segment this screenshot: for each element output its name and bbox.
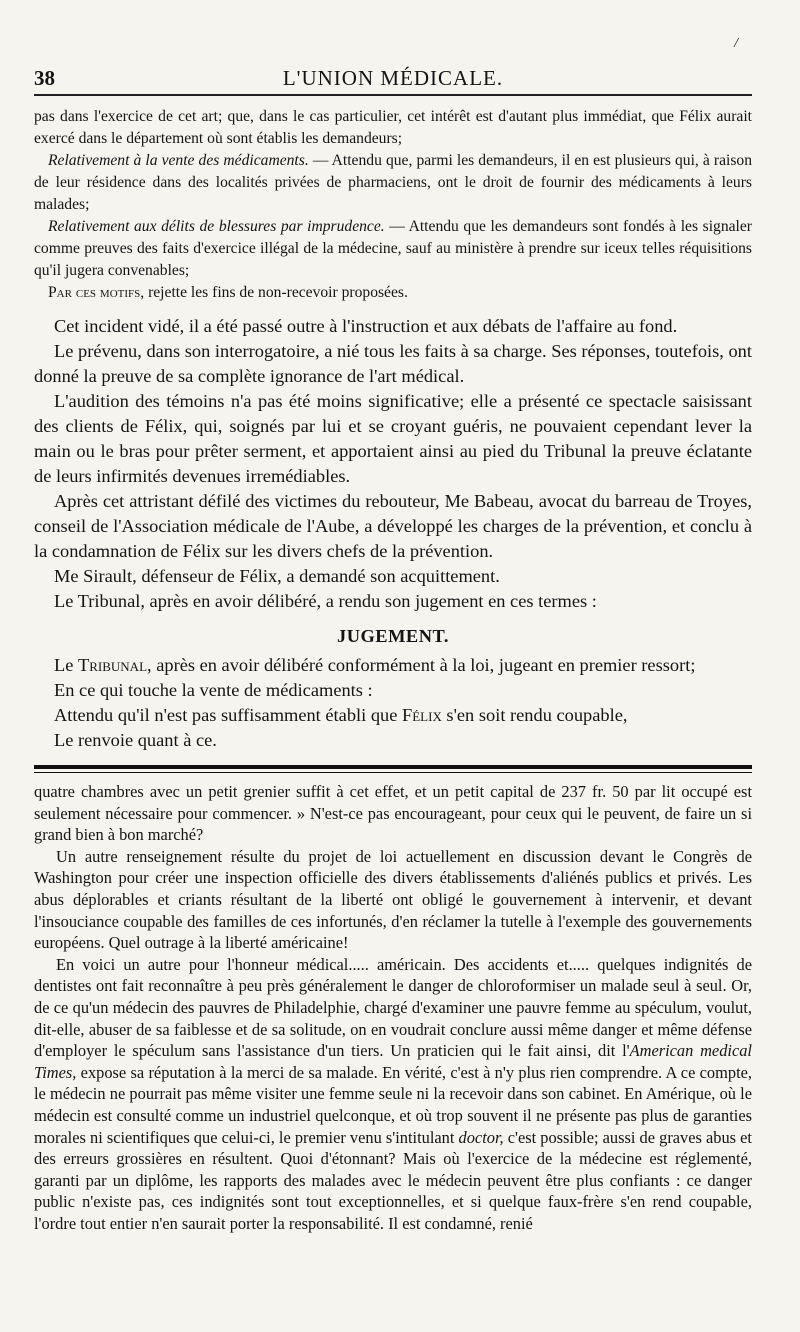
main-paragraph: Me Sirault, défenseur de Félix, a demandé son acquittement. [54,566,500,586]
preamble-paragraph [34,282,752,304]
paragraph-text: En voici un autre pour l'honneur médical..... américain. Des accidents et..... quelques indignités de dentistes ont fait reconnaître à peu près généralement le danger de chloroformiser un malade seul à seul. Or, de ce qu'un médecin des pauvres de Philadelphie, chargé d'examiner une pauvre femme au spéculum, voulut, dit-elle, abuser de sa faiblesse et de sa solitude, on en voudrait conclure aussi même danger et même défense d'employer le spéculum sans l'assistance d'un tiers. Un praticien qui le fait ainsi, dit l' [34,954,752,1061]
italic-citation: American medical Times, [34,1041,752,1082]
main-paragraph: En ce qui touche la vente de médicaments : [54,680,373,700]
corner-mark: / [734,36,738,51]
feuilleton-text [34,781,752,1234]
page-number: 38 [34,66,55,90]
main-paragraph: Après cet attristant défilé des victimes du rebouteur, Me Babeau, avocat du barreau de Troyes, conseil de l'Association médicale de l'Aube, a développé les charges de la prévention, et conclu à la condamnation de Félix sur les divers chefs de la prévention. [34,491,752,561]
preamble-paragraph [34,150,752,216]
paragraph-text: c'est possible; aussi de graves abus et des erreurs grossières en résultent. Quoi d'étonnant? Mais où l'exercice de la médecine est réglementé, garanti par un diplôme, les rapports des malades avec le médecin peuvent être plus confiants : ce danger public n'existe pas, ces indignités sont tout exceptionnelles, et si quelque faux-frère s'en rend coupable, l'ordre tout entier n'en saurait porter la responsabilité. Il est condamné, renié [34,1127,752,1233]
main-paragraph [34,653,752,678]
paragraph-text: — Attendu que, parmi les demandeurs, il en est plusieurs qui, à raison de leur résidence dans des localités privées de pharmaciens, ont le droit de fournir des médicaments à leurs malades; [34,152,752,213]
preamble-paragraph: pas dans l'exercice de cet art; que, dans le cas particulier, cet intérêt est d'autant plus immédiat, que Félix aurait exercé dans le département où sont établis les demandeurs; [34,108,752,147]
main-paragraph: Cet incident vidé, il a été passé outre à l'instruction et aux débats de l'affaire au fond. [54,316,678,336]
small-caps-word: Tribunal, [78,655,152,675]
paragraph-text: rejette les fins de non-recevoir proposées. [144,284,408,301]
feuilleton-paragraph: quatre chambres avec un petit grenier suffit à cet effet, et un petit capital de 237 fr. 50 par lit occupé est seulement nécessaire pour commencer. » N'est-ce pas encourageant, pour ceux qui le peuvent, de faire un si grand bien à bon marché? [34,782,752,845]
small-caps-word: Félix [402,705,442,725]
small-caps-lead: Par ces motifs, [48,284,145,301]
section-heading: JUGEMENT. [337,626,449,646]
paragraph-text: Le [54,655,78,675]
judgment-preamble [34,106,752,304]
italic-word: doctor, [458,1127,504,1147]
main-paragraph: Le renvoie quant à ce. [54,730,217,750]
paragraph-text: Attendu qu'il n'est pas suffisamment établi que [54,705,402,725]
paragraph-text: après en avoir délibéré conformément à la loi, jugeant en premier ressort; [151,655,696,675]
paragraph-text: expose sa réputation à la merci de sa malade. En vérité, c'est à n'y plus rien comprendre. A ce compte, le médecin ne pourrait pas même visiter une femme seule ni la recevoir dans son cabinet. En Amérique, où le médecin est consulté comme un industriel quelconque, et où trop souvent il ne présente pas plus de garanties morales ni scientifiques que celui-ci, le premier venu s'intitulant [34,1062,752,1147]
feuilleton-paragraph [34,954,752,1235]
main-paragraph: Le Tribunal, après en avoir délibéré, a rendu son jugement en ces termes : [54,591,597,611]
paragraph-text: — Attendu que les demandeurs sont fondés à les signaler comme preuves des faits d'exercice illégal de la médecine, sauf au ministère à prendre sur iceux telles réquisitions qu'il jugera convenables; [34,218,752,279]
main-text [34,314,752,753]
preamble-paragraph [34,216,752,282]
feuilleton-paragraph: Un autre renseignement résulte du projet de loi actuellement en discussion devant le Congrès de Washington pour créer une inspection officielle des divers établissements d'aliénés publics et privés. Les abus déplorables et criants résultant de la liberté ont obligé le gouvernement à intervenir, et devant l'insouciance coupable des familles de ces infortunés, d'en réclamer la tutelle à l'exemple des gouvernements européens. Quel outrage à la liberté américaine! [34,846,752,953]
section-divider [34,765,752,773]
italic-heading: Relativement aux délits de blessures par imprudence. [48,218,385,235]
paragraph-text: s'en soit rendu coupable, [441,705,628,725]
main-paragraph: Le prévenu, dans son interrogatoire, a nié tous les faits à sa charge. Ses réponses, toutefois, ont donné la preuve de sa complète ignorance de l'art médical. [34,341,752,386]
page-header [34,60,752,96]
main-paragraph: L'audition des témoins n'a pas été moins significative; elle a présenté ce spectacle saisissant des clients de Félix, qui, soignés par lui et se croyant guéris, ne pouvaient cependant lever la main ou le bras pour prêter serment, et apportaient ainsi au pied du Tribunal la preuve éclatante de leurs infirmités devenues irremédiables. [34,391,752,486]
running-title: L'UNION MÉDICALE. [282,66,504,90]
main-paragraph [34,703,752,728]
italic-heading: Relativement à la vente des médicaments. [48,152,309,169]
